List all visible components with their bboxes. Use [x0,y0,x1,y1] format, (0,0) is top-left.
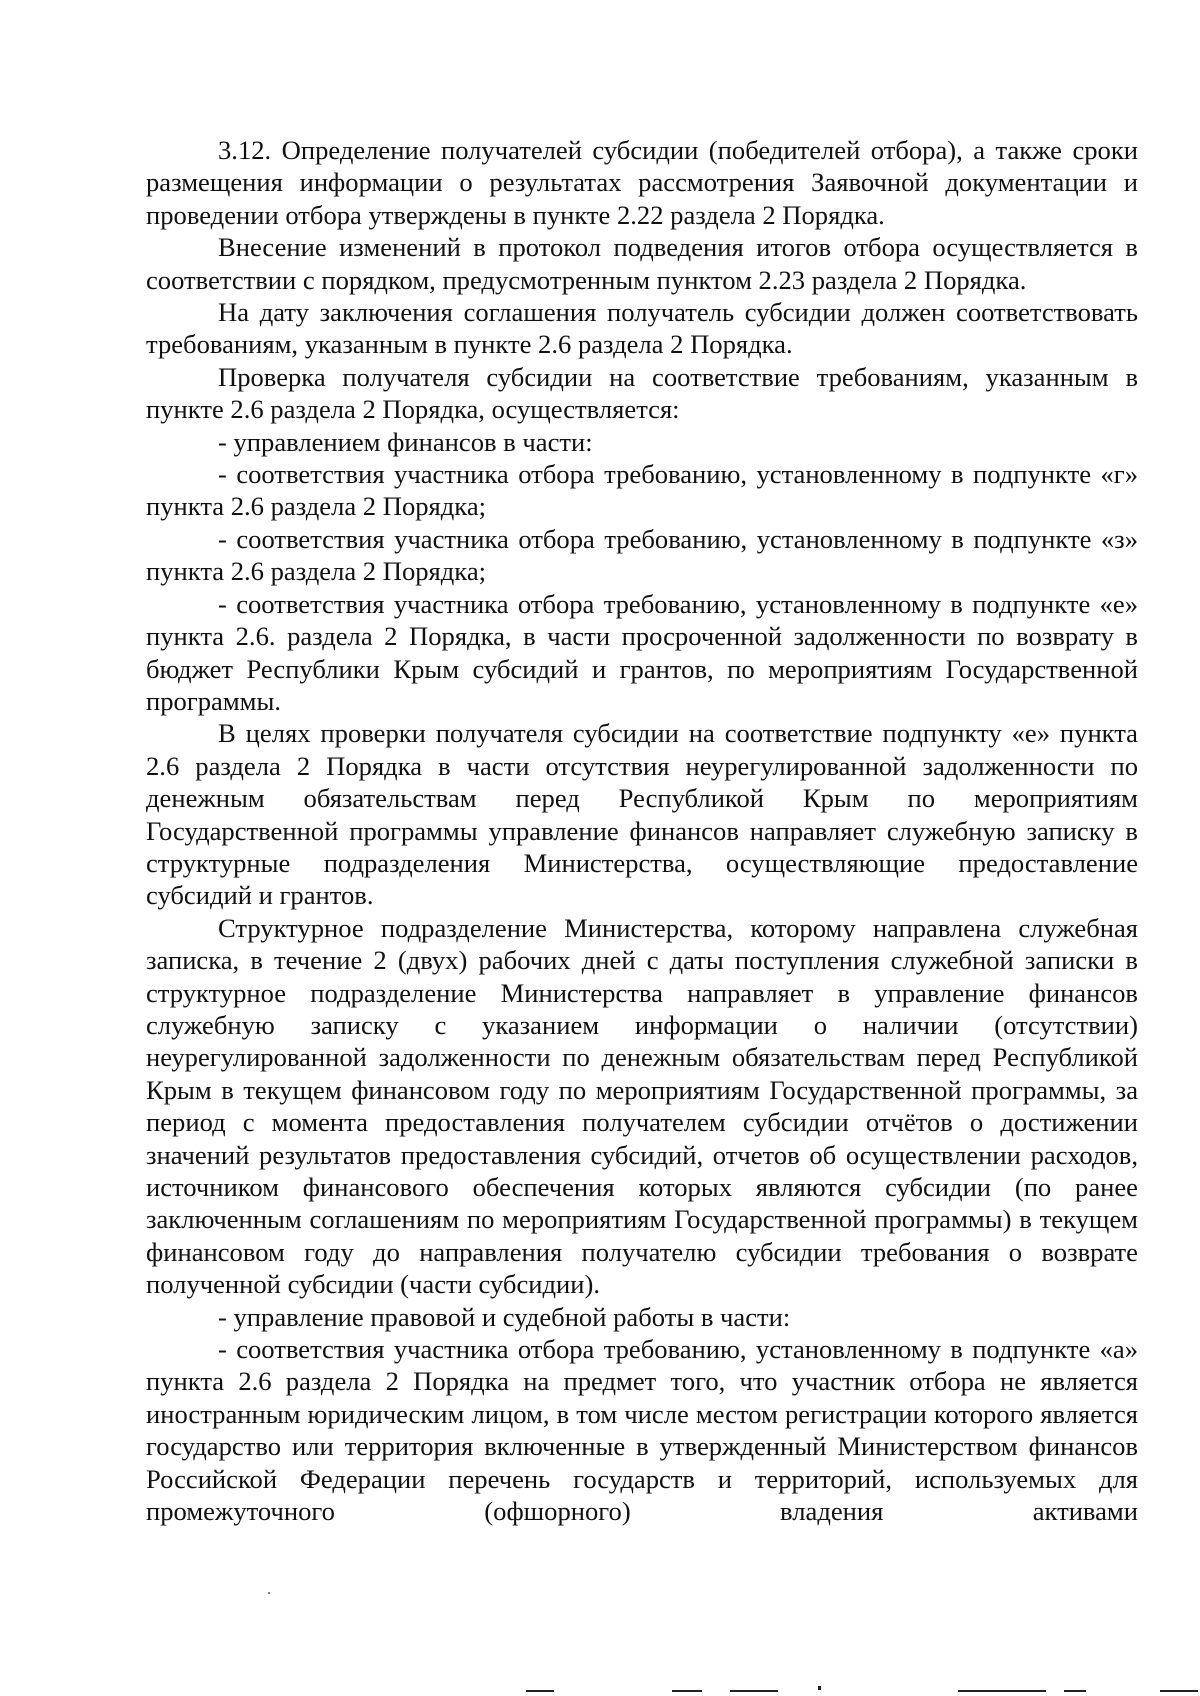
scan-line-mark [1160,1690,1198,1692]
paragraph-protocol-changes: Внесение изменений в протокол подведения итогов отбора осуществляется в соответствии с порядком, предусмотренным пунктом 2.23 раздела 2 Порядка. [146,232,1138,295]
paragraph-recipient-check: Проверка получателя субсидии на соответствие требованиям, указанным в пункте 2.6 раздела 2 Порядка, осуществляется: [146,361,1138,425]
list-item-legal-department: - управление правовой и судебной работы в части: [218,1301,791,1332]
scan-line-mark [818,1686,821,1690]
paragraph-structural-unit: Структурное подразделение Министерства, которому направлена служебная записка, в течение 2 (двух) рабочих дней с даты поступления служебной записки в структурное подразделение Министерства направляет в управление финансов служебную записку с указанием информации о наличии (отсутствии) неурегулированной задолженности по денежным обязательствам перед Республикой Крым в текущем финансовом году по мероприятиям Государственной программы, за период с момента предоставления получателем субсидии отчётов о достижении значений результатов предоставления субсидий, отчетов об осуществлении расходов, источником финансового обеспечения которых являются субсидии (по ранее заключенным соглашениям по мероприятиям Государственной программы) в текущем финансовом году до направления получателю субсидии требования о возврате полученной субсидии (части субсидии). [146,912,1138,1300]
scan-line-mark [1064,1690,1086,1692]
scan-line-mark [526,1690,554,1692]
document-body [146,134,1138,1527]
scan-line-mark [672,1690,702,1692]
paragraph-3-12: 3.12. Определение получателей субсидии (победителей отбора), а также сроки размещения информации о результатах рассмотрения Заявочной документации и проведении отбора утверждены в пункте 2.22 раздела 2 Порядка. [146,135,1138,230]
scan-line-mark [730,1690,778,1692]
paragraph-agreement-date: На дату заключения соглашения получатель субсидии должен соответствовать требованиям, указанным в пункте 2.6 раздела 2 Порядка. [146,297,1138,360]
list-item-subpoint-a: - соответствия участника отбора требованию, установленному в подпункте «а» пункта 2.6 раздела 2 Порядка на предмет того, что участник отбора не является иностранным юридическим лицом, в том числе местом регистрации которого является государство или территория включенные в утвержденный Министерством финансов Российской Федерации перечень государств и территорий, используемых для промежуточного (офшорного) владения активами [146,1334,1138,1527]
paragraph-debt-check: В целях проверки получателя субсидии на соответствие подпункту «е» пункта 2.6 раздела 2 Порядка в части отсутствия неурегулированной задолженности по денежным обязательствам перед Республикой Крым по мероприятиям Государственной программы управление финансов направляет служебную записку в структурные подразделения Министерства, осуществляющие предоставление субсидий и грантов. [146,718,1138,911]
scan-speck [268,1592,270,1594]
list-item-subpoint-e: - соответствия участника отбора требованию, установленному в подпункте «е» пункта 2.6. раздела 2 Порядка, в части просроченной задолженности по возврату в бюджет Республики Крым субсидий и грантов, по мероприятиям Государственной программы. [146,588,1138,716]
list-item-subpoint-z: - соответствия участника отбора требованию, установленному в подпункте «з» пункта 2.6 раздела 2 Порядка; [146,523,1138,587]
list-item-subpoint-g: - соответствия участника отбора требованию, установленному в подпункте «г» пункта 2.6 раздела 2 Порядка; [146,459,1138,522]
scan-line-mark [958,1690,1046,1692]
list-item-finance-department: - управлением финансов в части: [218,426,593,457]
